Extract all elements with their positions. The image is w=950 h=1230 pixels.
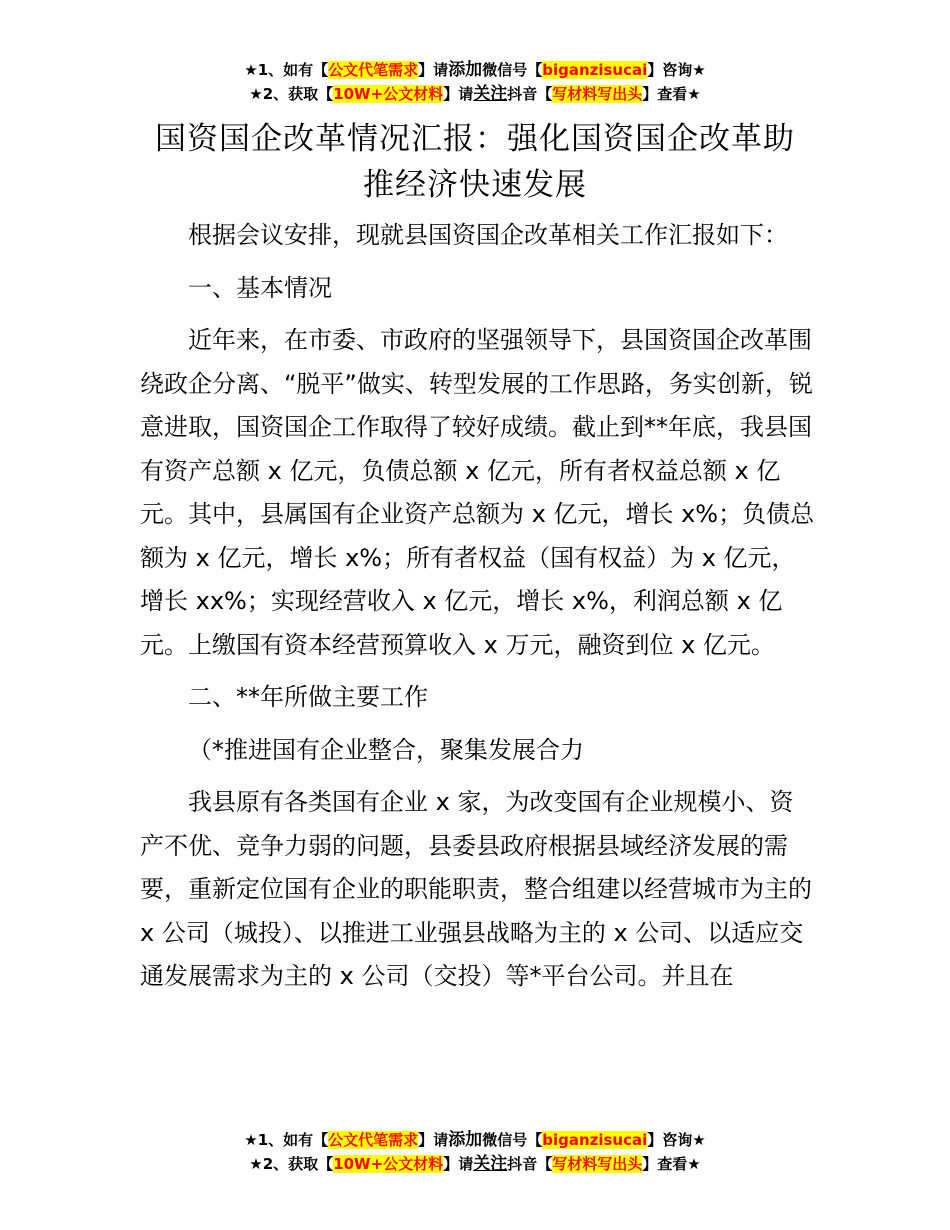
banner-emphasis: 关注 — [473, 84, 508, 104]
banner-emphasis: 添加 — [448, 60, 483, 80]
section-heading-2: 二、**年所做主要工作 — [188, 683, 428, 711]
banner-highlight: 写材料写出头 — [552, 1155, 643, 1173]
banner-highlight: biganzisucai — [542, 61, 648, 79]
document-title — [120, 116, 830, 208]
header-banner — [0, 58, 950, 106]
banner-text: 】咨询★ — [647, 61, 706, 79]
banner-line-2 — [0, 1152, 950, 1176]
banner-highlight: 公文代笔需求 — [328, 1131, 419, 1149]
body-paragraph: 近年来，在市委、市政府的坚强领导下，县国资国企改革围绕政企分离、“脱平”做实、转型发展的工作思路，务实创新，锐意进取，国资国企工作取得了较好成绩。截止到**年底，我县国有资产总额 x 亿元，负债总额 x 亿元，所有者权益总额 x 亿元。其中，县属国有企业资产总额为 x 亿元，增长 x%；负债总额为 x 亿元，增长 x%；所有者权益（国有权益）为 x 亿元，增长 xx%；实现经营收入 x 亿元，增长 x%，利润总额 x 亿元。上缴国有资本经营预算收入 x 万元，融资到位 x 亿元。 — [140, 326, 815, 659]
banner-text: 】咨询★ — [647, 1131, 706, 1149]
banner-text: ★2、获取【 — [249, 1155, 334, 1173]
footer-banner — [0, 1128, 950, 1176]
banner-text: 抖音【 — [507, 85, 553, 103]
banner-line-1 — [0, 58, 950, 82]
banner-highlight: 10W+公文材料 — [333, 85, 444, 103]
banner-text: ★1、如有【 — [244, 61, 329, 79]
banner-text: 】查看★ — [642, 1155, 701, 1173]
section-heading-1: 一、基本情况 — [188, 273, 332, 302]
banner-text: 】请 — [418, 1131, 449, 1149]
document-body — [140, 214, 815, 999]
banner-text: 抖音【 — [507, 1155, 553, 1173]
banner-emphasis: 关注 — [473, 1154, 508, 1174]
subsection-heading: （*推进国有企业整合，聚集发展合力 — [188, 735, 584, 764]
banner-text: 微信号【 — [482, 1131, 543, 1149]
banner-highlight: 公文代笔需求 — [328, 61, 419, 79]
banner-text: ★2、获取【 — [249, 85, 334, 103]
title-line-2: 推经济快速发展 — [363, 167, 587, 203]
banner-text: 】请 — [443, 85, 474, 103]
body-paragraph: 我县原有各类国有企业 x 家，为改变国有企业规模小、资产不优、竞争力弱的问题，县委县政府根据县域经济发展的需要，重新定位国有企业的职能职责，整合组建以经营城市为主的 x 公司（城投）、以推进工业强县战略为主的 x 公司、以适应交通发展需求为主的 x 公司（交投）等*平台公司。并且在 — [140, 788, 812, 990]
title-line-1: 国资国企改革情况汇报：强化国资国企改革助 — [155, 121, 795, 157]
banner-highlight: 10W+公文材料 — [333, 1155, 444, 1173]
banner-text: 】查看★ — [642, 85, 701, 103]
banner-text: 】请 — [443, 1155, 474, 1173]
banner-highlight: 写材料写出头 — [552, 85, 643, 103]
banner-line-1 — [0, 1128, 950, 1152]
intro-paragraph: 根据会议安排，现就县国资国企改革相关工作汇报如下： — [188, 221, 788, 249]
banner-text: 微信号【 — [482, 61, 543, 79]
banner-text: ★1、如有【 — [244, 1131, 329, 1149]
banner-emphasis: 添加 — [448, 1130, 483, 1150]
banner-text: 】请 — [418, 61, 449, 79]
banner-line-2 — [0, 82, 950, 106]
banner-highlight: biganzisucai — [542, 1131, 648, 1149]
